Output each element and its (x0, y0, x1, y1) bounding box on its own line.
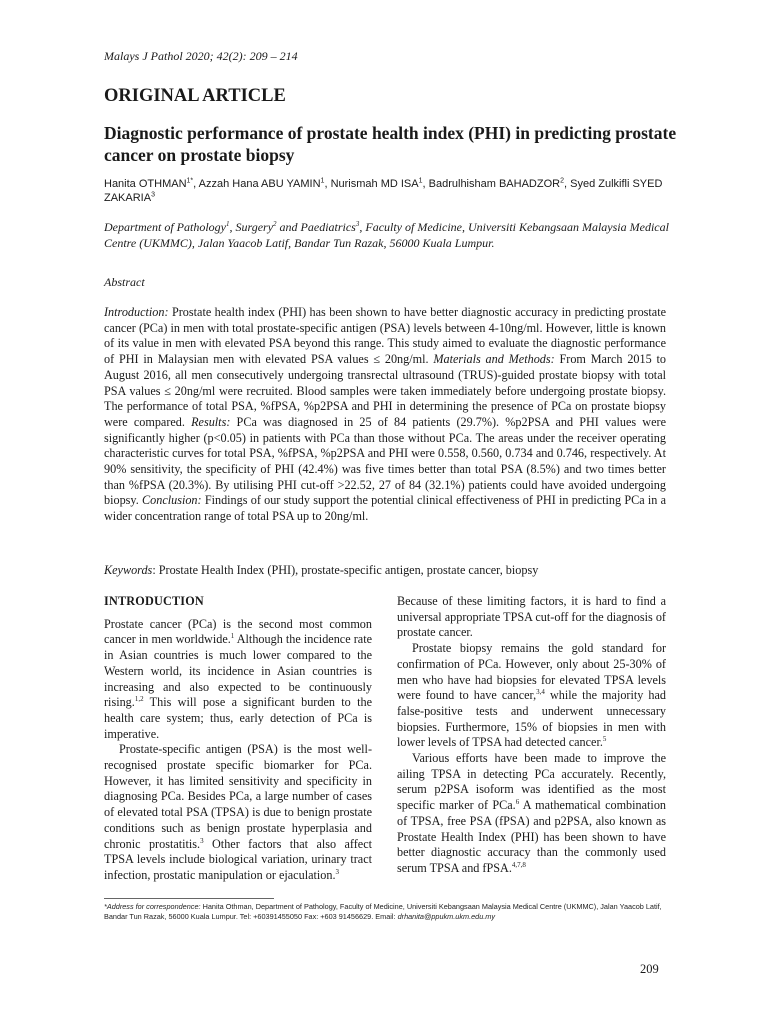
author-list: Hanita $OTHMAN^{1*}$, Azzah Hana ABU YAMIN$^1$, Nurismah MD ISA$^1$, Badrulhisham BAHADZOR$^2$, Syed Zulkifli SYED ZAKARIA$^3$ (104, 177, 663, 204)
author-name: Syed Zulkifli SYED ZAKARIA (104, 178, 663, 204)
introduction-heading: INTRODUCTION (104, 594, 204, 608)
author-affiliation-mark: 2 (560, 177, 564, 185)
author-name: Nurismah MD ISA (330, 178, 419, 190)
footnote-label: *Address for correspondence: (104, 902, 201, 911)
footnote-divider (104, 898, 274, 899)
paragraph: Various efforts have been made to improve the ailing TPSA in detecting PCa accurately. Recently, serum p2PSA isoform was identified as the most specific marker of PCa.$^6$ A mathematical combination of TPSA, free PSA (fPSA) and p2PSA, also known as Prostate Health Index (PHI) has been shown to have better diagnostic accuracy than the commonly used serum TPSA and fPSA.$^{4,7,8}$ (397, 751, 667, 875)
paragraph: Because of these limiting factors, it is hard to find a universal appropriate TPSA cut-off for the diagnosis of prostate cancer. (397, 594, 666, 640)
section-label: ORIGINAL ARTICLE (104, 86, 286, 106)
author-affiliation-mark: 1 (418, 177, 423, 185)
abstract-methods-label: Materials and Methods: (433, 352, 555, 367)
paragraph: Prostate cancer (PCa) is the second most common cancer in men worldwide.$^1$ Although the incidence rate in Asian countries is much lower compared to the Western world, its incidence in Asian countries is increasing and also expected to be continuously rising.$^{1,2}$ This will pose a significant burden to the health care system; thus, early detection of PCa is imperative. (104, 616, 372, 741)
author-affiliation-mark: 3 (151, 191, 155, 199)
article-title: Diagnostic performance of prostate health index (PHI) in predicting prostate cancer on prostate biopsy (104, 123, 677, 165)
abstract-body: Introduction: Prostate health index (PHI) has been shown to have better diagnostic accuracy in predicting prostate cancer (PCa) in men with total prostate-specific antigen (PSA) levels between 4-10ng/ml. However, little is known of its value in men with elevated PSA beyond this range. This study aimed to evaluate the diagnostic performance of PHI in Malaysian men with elevated PSA values ≤ 20ng/ml. Materials and Methods: From March 2015 to August 2016, all men consecutively undergoing transrectal ultrasound (TRUS)-guided prostate biopsy with total PSA values ≤ 20ng/ml were recruited. Blood samples were taken immediately before undergoing prostate biopsy. The performance of total PSA, %fPSA, %p2PSA and PHI in determining the presence of PCa on prostate biopsy were compared. Results: PCa was diagnosed in 25 of 84 patients (29.7%). %p2PSA and PHI values were significantly higher (p<0.05) in patients with PCa than those without PCa. The areas under the receiver operating characteristic curves for total PSA, %fPSA, %p2PSA and PHI were 0.558, 0.560, 0.734 and 0.746, respectively. At 90% sensitivity, the specificity of PHI (42.4%) was five times better than total PSA (8.5%) and two times better than %fPSA (20.3%). By utilising PHI cut-off >22.52, 27 of 84 (32.1%) patients could have avoided undergoing biopsy. Conclusion: Findings of our study support the potential clinical effectiveness of PHI in predicting PCa in a wider concentration range of total PSA up to 20ng/ml. (104, 305, 666, 524)
affiliation: Department of Pathology$^1$, Surgery$^2$ and Paediatrics$^3$, Faculty of Medicine, Universiti Kebangsaan Malaysia Medical Centre (UKMMC), Jalan Yaacob Latif, Bandar Tun Razak, 56000 Kuala Lumpur. (104, 220, 669, 250)
paragraph: Prostate-specific antigen (PSA) is the most well-recognised prostate specific biomarker for PCa. However, it has limited sensitivity and specificity in diagnosing PCa. Besides PCa, a large number of cases of elevated total PSA (TPSA) is due to benign prostate conditions such as benign prostate hyperplasia and chronic prostatitis.$^3$ Other factors that also affect TPSA levels include biological variation, urinary tract infection, prostatic manipulation or ejaculation.$^3$ (104, 742, 373, 882)
journal-citation: Malays J Pathol 2020; 42(2): 209 – 214 (104, 49, 298, 63)
abstract-results-label: Results: (191, 414, 231, 429)
introduction-column-right (397, 594, 666, 877)
abstract-conclusion-label: Conclusion: (142, 493, 202, 508)
keywords: Keywords: Prostate Health Index (PHI), prostate-specific antigen, prostate cancer, biopsy (104, 563, 539, 577)
paragraph: Prostate biopsy remains the gold standard for confirmation of PCa. However, only about 25-30% of men who have had biopsies for elevated TPSA levels were found to have cancer,$^{3,4}$ while the majority had false-positive tests and underwent unnecessary biopsies. Furthermore, 15% of biopsies in men with lower levels of TPSA had detected cancer.$^5$ (397, 641, 666, 750)
author-affiliation-mark: 1* (186, 177, 194, 185)
author-name: Badrulhisham BAHADZOR (428, 178, 561, 190)
abstract-heading: Abstract (104, 275, 145, 289)
page-number: 209 (640, 962, 659, 976)
keywords-label: Keywords (104, 563, 153, 577)
author-name: Azzah Hana ABU YAMIN (198, 178, 321, 190)
introduction-column-left (104, 594, 372, 884)
correspondence-email: drhanita@ppukm.ukm.edu.my (397, 912, 496, 921)
author-affiliation-mark: 1 (320, 177, 325, 185)
correspondence-footnote: *Address for correspondence: Hanita Othman, Department of Pathology, Faculty of Medicine, Universiti Kebangsaan Malaysia Medical Centre (UKMMC), Jalan Yaacob Latif, Bandar Tun Razak, 56000 Kuala Lumpur. Tel: +60391455050 Fax: +603 91456629. Email: drhanita@ppukm.ukm.edu.my (104, 902, 662, 921)
author-name: Hanita OTHMAN (104, 178, 187, 190)
abstract-intro-label: Introduction: (104, 305, 169, 319)
